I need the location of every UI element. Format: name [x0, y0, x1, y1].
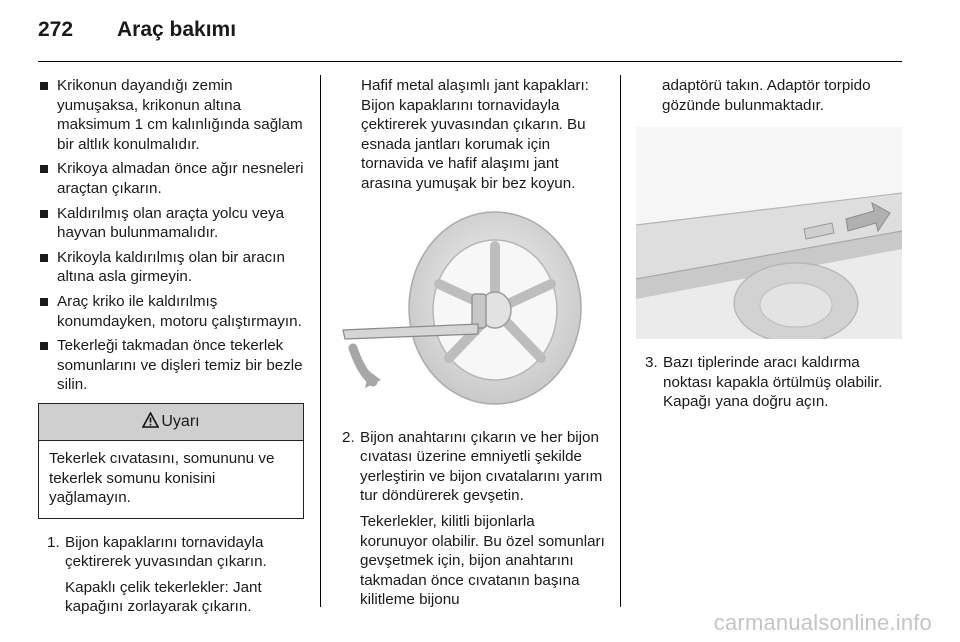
step-text: Bazı tiplerinde aracı kaldırma noktası kapakla örtülmüş olabilir. Kapağı yana doğru açın. [663, 354, 883, 411]
header-rule [38, 61, 902, 62]
step-text: Bijon anahtarını çıkarın ve her bijon cıvatası üzerine emniyetli şekilde yerleştirin ve bijon cıvatalarını yarım tur döndürerek gevşetin. [360, 428, 603, 505]
list-item: Krikoya almadan önce ağır nesneleri araçtan çıkarın. [38, 159, 306, 198]
step-number: 2. [342, 428, 355, 446]
precaution-list [38, 76, 306, 395]
page-header [38, 14, 902, 48]
column-left [38, 76, 306, 623]
step-subtext: Tekerlekler, kilitli bijonlarla korunuyor olabilir. Bu özel somunları gevşetmek için, bijon anahtarını takmadan önce cıvatanın başına kilitleme bijonu [360, 512, 605, 609]
warning-box [38, 403, 304, 519]
warning-triangle-icon [142, 406, 159, 442]
warning-text: Tekerlek cıvatasını, somununu ve tekerlek somunu konisini yağlamayın. [49, 449, 275, 507]
alloy-cap-paragraph: Hafif metal alaşımlı jant kapakları: Bijon kapaklarını tornavidayla çektirerek yuvasından çıkarın. Bu esnada jantları korumak için tornavida ve hafif alaşımı jant arasına yumuşak bir bez koyun. [361, 77, 589, 192]
jacking-point-illustration [636, 127, 902, 339]
bullet-square-icon [40, 165, 48, 173]
column-middle [333, 76, 605, 616]
page-number: 272 [38, 18, 74, 41]
list-item: Krikoyla kaldırılmış olan bir aracın altına asla girmeyin. [38, 248, 306, 287]
bullet-square-icon [40, 82, 48, 90]
column-divider-left [320, 75, 321, 607]
step-subtext: Kapaklı çelik tekerlekler: Jant kapağını zorlayarak çıkarın. [65, 578, 262, 616]
warning-header [39, 404, 303, 441]
steps-list-1 [38, 533, 306, 617]
bullet-square-icon [40, 298, 48, 306]
steps-list-3 [636, 353, 904, 412]
step-number: 3. [645, 354, 658, 372]
page-title: Araç bakımı [117, 18, 237, 41]
step-text: Bijon kapaklarını tornavidayla çektirerek yuvasından çıkarın. [65, 533, 267, 571]
step-2 [333, 428, 605, 610]
wheel-wrench-illustration [333, 206, 605, 416]
list-item: Krikonun dayandığı zemin yumuşaksa, krikonun altına maksimum 1 cm kalınlığında sağlam bir altlık konulmalıdır. [38, 76, 306, 154]
step-number: 1. [47, 533, 60, 551]
steps-list-2 [333, 428, 605, 610]
warning-title: Uyarı [161, 412, 200, 430]
bullet-square-icon [40, 342, 48, 350]
column-divider-right [620, 75, 621, 607]
list-item: Kaldırılmış olan araçta yolcu veya hayvan bulunmamalıdır. [38, 204, 306, 243]
step-3 [636, 353, 904, 412]
column-right [636, 76, 904, 418]
bullet-square-icon [40, 210, 48, 218]
bullet-square-icon [40, 254, 48, 262]
step-1 [38, 533, 306, 617]
watermark: carmanualsonline.info [713, 610, 932, 635]
list-item: Tekerleği takmadan önce tekerlek somunlarını ve dişleri temiz bir bezle silin. [38, 336, 306, 395]
list-item: Araç kriko ile kaldırılmış konumdayken, motoru çalıştırmayın. [38, 292, 306, 331]
adapter-paragraph: adaptörü takın. Adaptör torpido gözünde bulunmaktadır. [662, 77, 871, 114]
